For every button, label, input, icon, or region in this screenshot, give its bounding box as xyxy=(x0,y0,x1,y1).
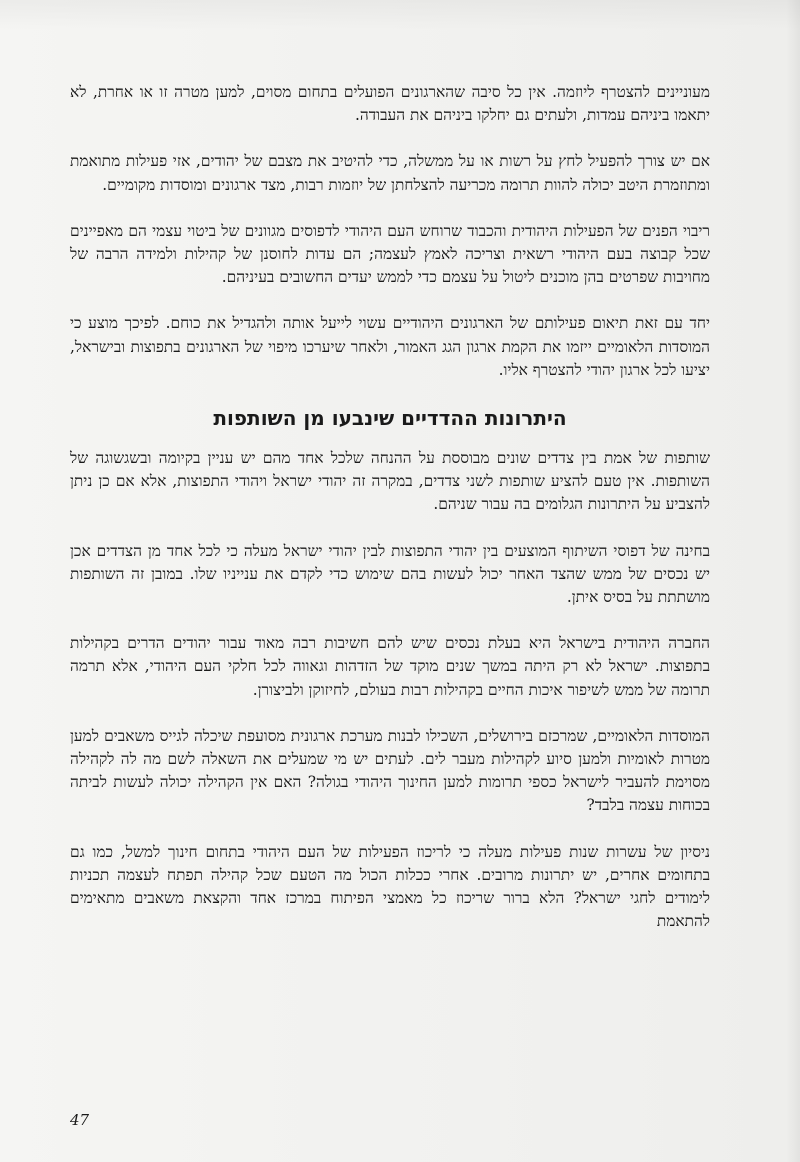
page-number: 47 xyxy=(70,1111,90,1129)
text-column xyxy=(70,81,710,956)
paragraph: אם יש צורך להפעיל לחץ על רשות או על ממשלה, כדי להיטיב את מצבם של יהודים, אזי פעילות מתואמת ומתוזמרת היטב יכולה להוות תרומה מכריעה להצלחתן של יוזמות רבות, מצד ארגונים ומוסדות מקומיים. xyxy=(70,152,710,194)
paragraph: החברה היהודית בישראל היא בעלת נכסים שיש להם חשיבות רבה מאוד עבור יהודים הדרים בקהילות בתפוצות. ישראל לא רק היתה במשך שנים מוקד של הזדהות וגאווה לכל חלקי העם היהודי, אלא תרמה תרומה של ממש לשיפור איכות החיים בקהילות רבות בעולם, לחיזוקן ולביצורן. xyxy=(70,634,710,699)
paragraph: שותפות של אמת בין צדדים שונים מבוססת על ההנחה שלכל אחד מהם יש עניין בקיומה ובשגשוגה של השותפות. אין טעם להציע שותפות לשני צדדים, במקרה זה יהודי ישראל ויהודי התפוצות, אלא אם כן ניתן להצביע על היתרונות הגלומים בה עבור שניהם. xyxy=(70,449,710,514)
paragraph: מעוניינים להצטרף ליוזמה. אין כל סיבה שהארגונים הפועלים בתחום מסוים, למען מטרה זו או אחרת, לא יתאמו ביניהם עמדות, ולעתים גם יחלקו ביניהם את העבודה. xyxy=(70,83,710,125)
paragraph: ניסיון של עשרות שנות פעילות מעלה כי לריכוז הפעילות של העם היהודי בתחום חינוך למשל, כמו גם בתחומים אחרים, יש יתרונות מרובים. אחרי ככלות הכול מה הטעם שכל קהילה תפתח לעצמה תכניות לימודים לחגי ישראל? הלא ברור שריכוז כל מאמצי הפיתוח במרכז אחד והקצאת משאבים מתאימים להתאמת xyxy=(70,842,710,931)
page-top-shadow xyxy=(0,0,800,30)
paragraph: בחינה של דפוסי השיתוף המוצעים בין יהודי התפוצות לבין יהודי ישראל מעלה כי לכל אחד מן הצדדים אכן יש נכסים של ממש שהצד האחר יכול לעשות בהם שימוש כדי לקדם את ענייניו שלו. במובן זה השותפות מושתתת על בסיס איתן. xyxy=(70,541,710,607)
paragraph: המוסדות הלאומיים, שמרכזם בירושלים, השכילו לבנות מערכת ארגונית מסועפת שיכלה לגייס משאבים למען מטרות לאומיות ולמען סיוע לקהילות מעבר לים. לעתים יש מי שמעלים את השאלה לשם מה לה לקהילה מסוימת להעביר לישראל כספי תרומות למען החינוך היהודי בגולה? האם אין הקהילה יכולה לעשות לביתה בכוחות עצמה בלבד? xyxy=(70,726,710,815)
section-heading: היתרונות ההדדיים שינבעו מן השותפות xyxy=(213,406,567,431)
paragraph: יחד עם זאת תיאום פעילותם של הארגונים היהודיים עשוי לייעל אותה ולהגדיל את כוחם. לפיכך מוצע כי המוסדות הלאומיים ייזמו את הקמת ארגון הגג האמור, ולאחר שיערכו מיפוי של הארגונים בתפוצות ובישראל, יציעו לכל ארגון יהודי להצטרף אליו. xyxy=(70,314,710,379)
page-edge-shadow xyxy=(786,0,800,1162)
paragraph: ריבוי הפנים של הפעילות היהודית והכבוד שרוחש העם היהודי לדפוסים מגוונים של ביטוי עצמי הם מאפיינים שכל קבוצה בעם היהודי רשאית וצריכה לאמץ לעצמה; הם עדות לחוסנן של קהילות ולמידה הרבה של מחויבות שפרטים בהן מוכנים ליטול על עצמם כדי לממש יעדים החשובים בעיניהם. xyxy=(70,221,710,287)
